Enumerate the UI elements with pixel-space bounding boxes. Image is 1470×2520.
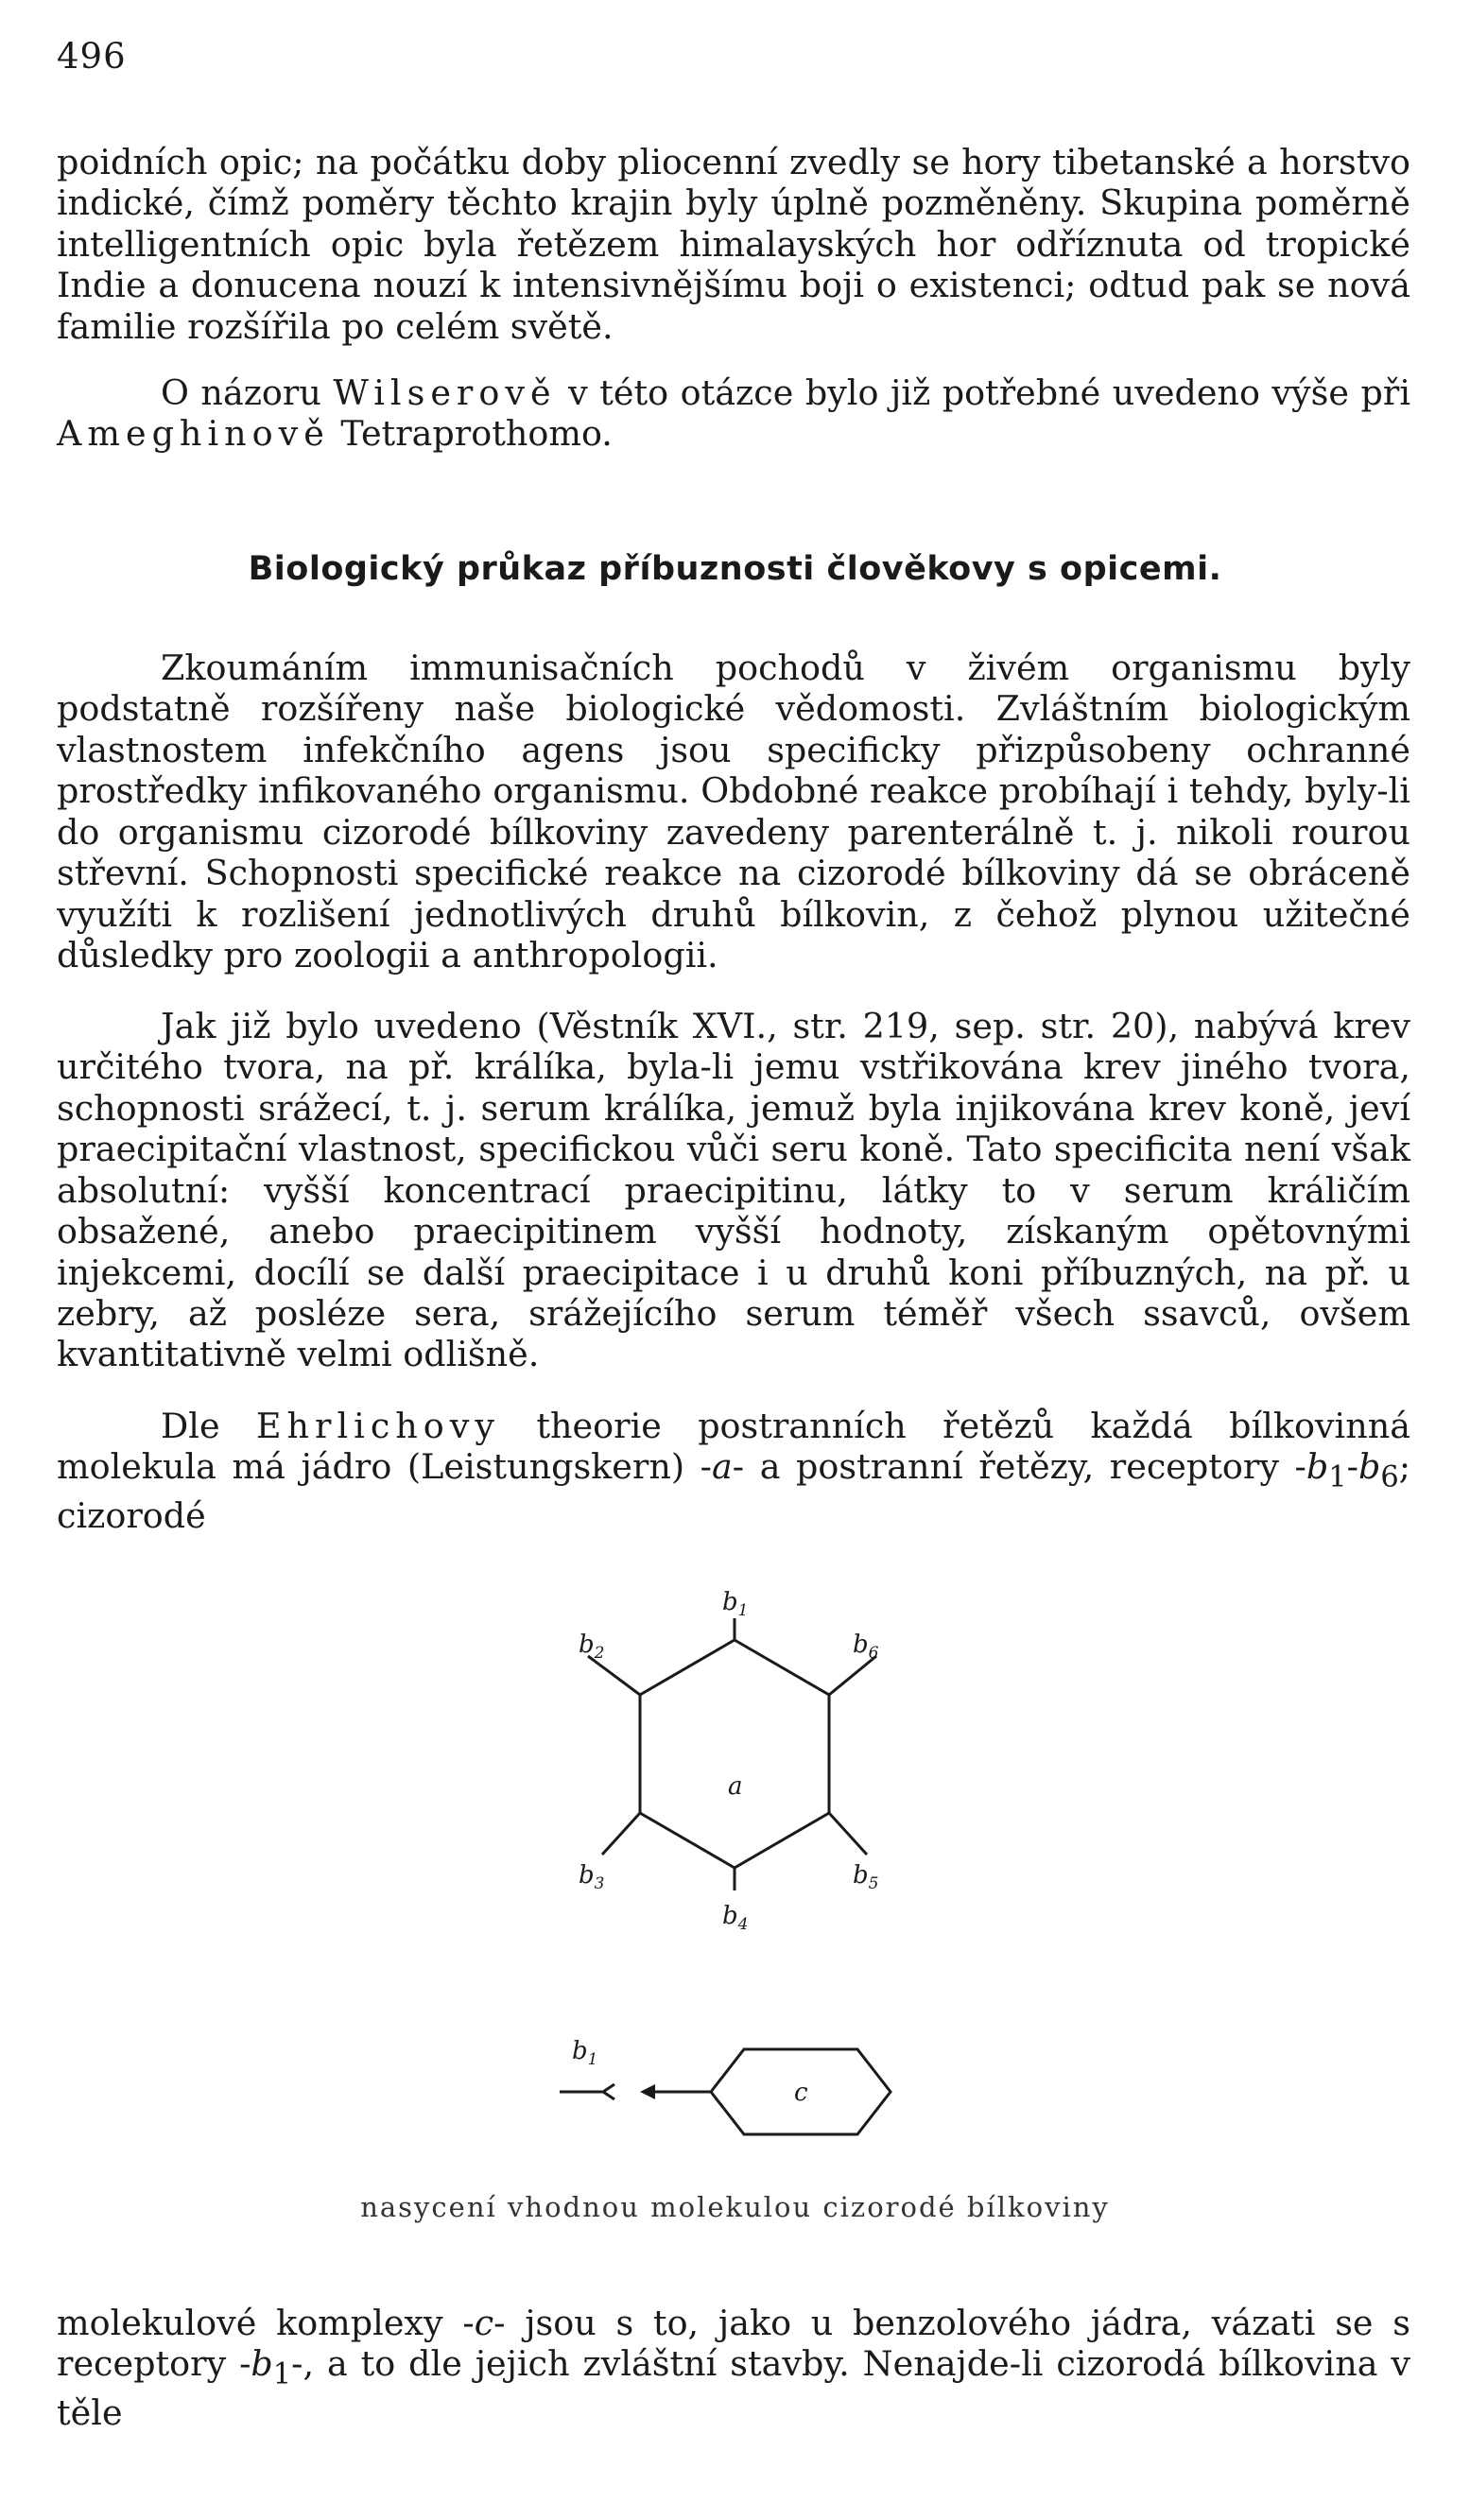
nucleus-label: a — [728, 1772, 743, 1801]
text-segment: Dle — [161, 1406, 256, 1446]
author-name-ameghino: Ameghinově — [57, 413, 330, 455]
receptor-end-mark — [603, 2084, 614, 2099]
text-segment: O názoru — [161, 372, 334, 413]
foreign-molecule-label: c — [794, 2079, 808, 2107]
variable-c: c — [474, 2303, 494, 2343]
text-segment: - jsou s to, jako u benzolového jádra, vázati se s receptory - — [57, 2303, 1410, 2385]
receptor-label-b2: $b_2$ — [579, 1631, 605, 1663]
page-number: 496 — [57, 36, 127, 77]
subscript: 1 — [272, 2357, 292, 2391]
variable-a: a — [712, 1446, 733, 1488]
paragraph-origin-of-apes: poidních opic; na počátku doby pliocenní zvedly se hory tibetanské a horstvo indické, čímž poměry těchto krajin byly úplně pozměněny. Skupina poměrně intelligentních opic byla řetězem himalayských hor odříznuta od tropické Indie a donucena nouzí k intensivnějšímu boji o existenci; odtud pak se nová familie rozšířila po celém světě. — [57, 142, 1410, 347]
variable-b6: b — [1358, 1446, 1381, 1488]
paragraph-immunisation: Zkoumáním immunisačních pochodů v živém organismu byly podstatně rozšířeny naše biologické vědomosti. Zvláštním biologickým vlastnostem infekčního agens jsou specificky přizpůsobeny ochranné prostředky infikovaného organismu. Obdobné reakce probíhají i tehdy, byly-li do organismu cizorodé bílkoviny zavedeny parenterálně t. j. nikoli rourou střevní. Schopnosti specifické reakce na cizorodé bílkoviny dá se obráceně využíti k rozlišení jednotlivých druhů bílkovin, z čehož plynou užitečné důsledky pro zoologii a anthropologii. — [57, 647, 1410, 975]
text-segment: Tetraprothomo. — [329, 413, 613, 455]
text-segment: molekulové komplexy - — [57, 2303, 475, 2343]
text-segment: theorie postranních řetězů každá bílkovinná molekula má jádro (Leistungskern) - — [57, 1406, 1410, 1488]
receptor-label-b3: $b_3$ — [579, 1861, 605, 1893]
text-segment: ; cizorodé — [57, 1446, 1410, 1536]
text-segment: - a postranní řetězy, receptory - — [732, 1446, 1306, 1488]
diagram-caption: nasycení vhodnou molekulou cizorodé bílkoviny — [360, 2191, 1110, 2223]
receptor-b3-chain — [602, 1813, 640, 1855]
subscript: 1 — [1328, 1460, 1347, 1494]
variable-b1: b — [1306, 1446, 1329, 1488]
receptor-label-b1: $b_1$ — [722, 1588, 749, 1620]
author-name-ehrlich: Ehrlichovy — [255, 1406, 501, 1446]
receptor-label-b6: $b_6$ — [853, 1631, 879, 1663]
receptor-label-b1-binding: $b_1$ — [572, 2037, 598, 2069]
paragraph-molecular-complexes — [57, 2303, 1410, 2433]
section-heading: Biologický průkaz příbuznosti člověkovy s opicemi. — [248, 550, 1222, 588]
variable-b1: b — [251, 2343, 273, 2385]
receptor-label-b4: $b_4$ — [722, 1902, 749, 1934]
text-segment: - — [1346, 1446, 1358, 1488]
subscript: 6 — [1380, 1460, 1399, 1494]
nucleus-hexagon — [640, 1640, 829, 1868]
binding-arrow-icon — [640, 2084, 655, 2099]
text-segment: -, a to dle jejich zvláštní stavby. Nenajde-li cizorodá bílkovina v těle — [57, 2343, 1410, 2433]
receptor-label-b5: $b_5$ — [853, 1861, 879, 1893]
receptor-b5-chain — [829, 1813, 867, 1855]
author-name-wilser: Wilserově — [333, 372, 557, 413]
paragraph-praecipitation: Jak již bylo uvedeno (Věstník XVI., str. 219, sep. str. 20), nabývá krev určitého tvora, na př. králíka, byla-li jemu vstřikována krev jiného tvora, schopnosti srážecí, t. j. serum králíka, jemuž byla injikována krev koně, jeví praecipitační vlastnost, specifickou vůči seru koně. Tato specificita není však absolutní: vyšší koncentrací praecipitinu, látky to v serum králičím obsažené, anebo praecipitinem vyšší hodnoty, získaným opětovnými injekcemi, docílí se další praecipitace i u druhů koni příbuzných, na př. u zebry, až posléze sera, srážejícího serum téměř všech ssavců, ovšem kvantitativně velmi odlišně. — [57, 1006, 1410, 1375]
text-segment: v této otázce bylo již potřebné uvedeno výše při — [556, 372, 1410, 413]
